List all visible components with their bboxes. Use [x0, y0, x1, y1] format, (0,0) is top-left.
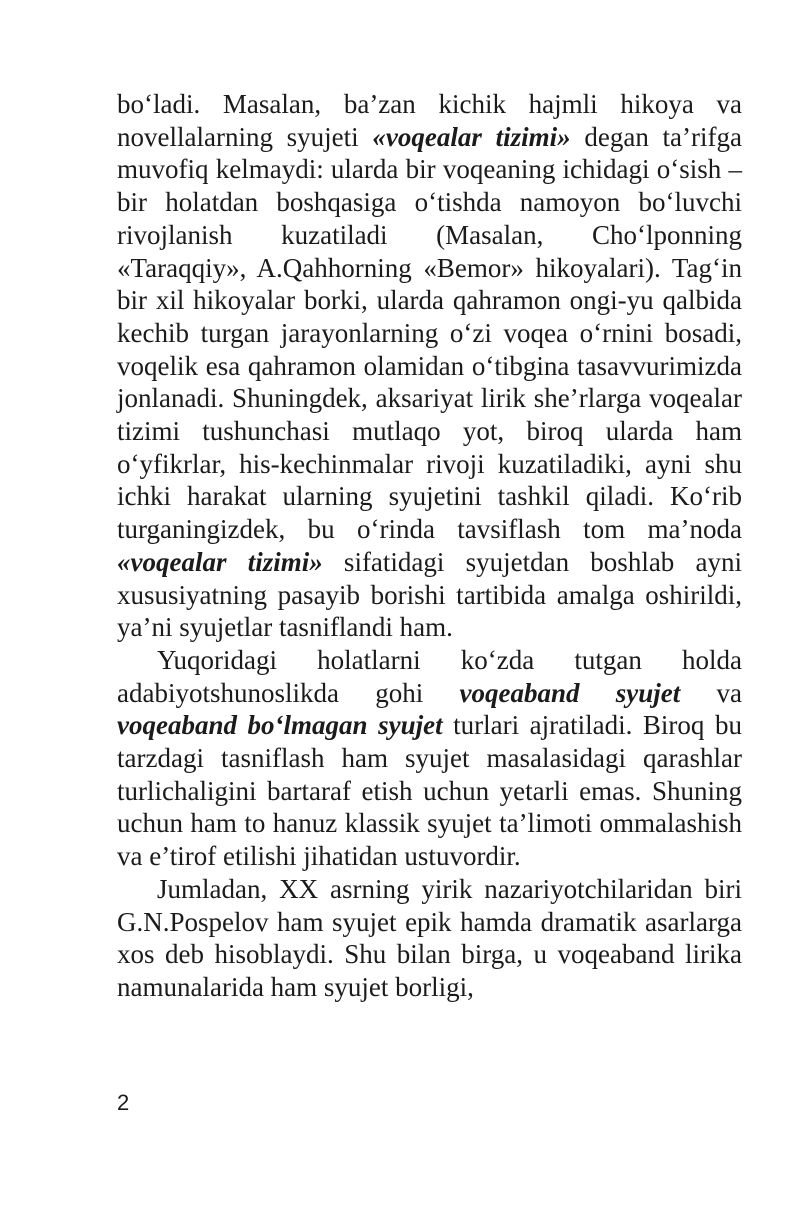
paragraph-3	[117, 873, 742, 1004]
paragraph-1	[117, 88, 742, 644]
paragraph-2	[117, 644, 742, 873]
page-number: 2	[117, 1090, 130, 1115]
emphasis-voqeaband-syujet: voqeaband syujet	[459, 677, 681, 708]
text-span: bo‘ladi. Masalan, ba’zan kichik hajmli hikoya va novellalarning syujeti	[117, 89, 742, 152]
text-span: turlari ajratiladi. Biroq bu tarzdagi tasniflash ham syujet masalasidagi qarashlar turlichaligini bartaraf etish uchun yetarli emas. Shuning uchun ham to hanuz klassik syujet ta’limoti ommalashish va e’tirof etilishi jihatidan ustuvordir.	[117, 710, 742, 872]
body-text	[117, 88, 742, 1004]
text-span: Jumladan, XX asrning yirik nazariyotchilaridan biri G.N.Pospelov ham syujet epik hamda dramatik asarlarga xos deb hisoblaydi. Shu bilan birga, u voqeaband lirika namunalarida ham syujet borligi,	[117, 873, 742, 1002]
text-span: degan ta’rifga muvofiq kelmaydi: ularda bir voqeaning ichidagi o‘sish – bir holatdan boshqasiga o‘tishda namoyon bo‘luvchi rivojlanish kuzatiladi (Masalan, Cho‘lponning «Taraqqiy», A.Qahhorning «Bemor» hikoyalari). Tag‘in bir xil hikoyalar borki, ularda qahramon ongi-yu qalbida kechib turgan jarayonlarning o‘zi voqea o‘rnini bosadi, voqelik esa qahramon olamidan o‘tibgina tasavvurimizda jonlanadi. Shuningdek, aksariyat lirik she’rlarga voqealar tizimi tushunchasi mutlaqo yot, biroq ularda ham o‘yfikrlar, his-kechinmalar rivoji kuzatiladiki, ayni shu ichki harakat ularning syujetini tashkil qiladi. Ko‘rib turganingizdek, bu o‘rinda tavsiflash tom ma’noda	[117, 121, 742, 545]
emphasis-voqealar-tizimi: «voqealar tizimi»	[117, 546, 323, 577]
text-span: sifatidagi syujetdan boshlab ayni xususiyatning pasayib borishi tartibida amalga oshirildi, ya’ni syujetlar tasniflandi ham.	[117, 546, 742, 643]
emphasis-voqealar-tizimi: «voqealar tizimi»	[372, 121, 571, 152]
text-span: va	[680, 677, 742, 708]
emphasis-voqeaband-bolmagan-syujet: voqeaband bo‘lmagan syujet	[117, 710, 443, 741]
text-span: Yuqoridagi holatlarni ko‘zda tutgan holda adabiyotshunoslikda gohi	[117, 644, 742, 708]
